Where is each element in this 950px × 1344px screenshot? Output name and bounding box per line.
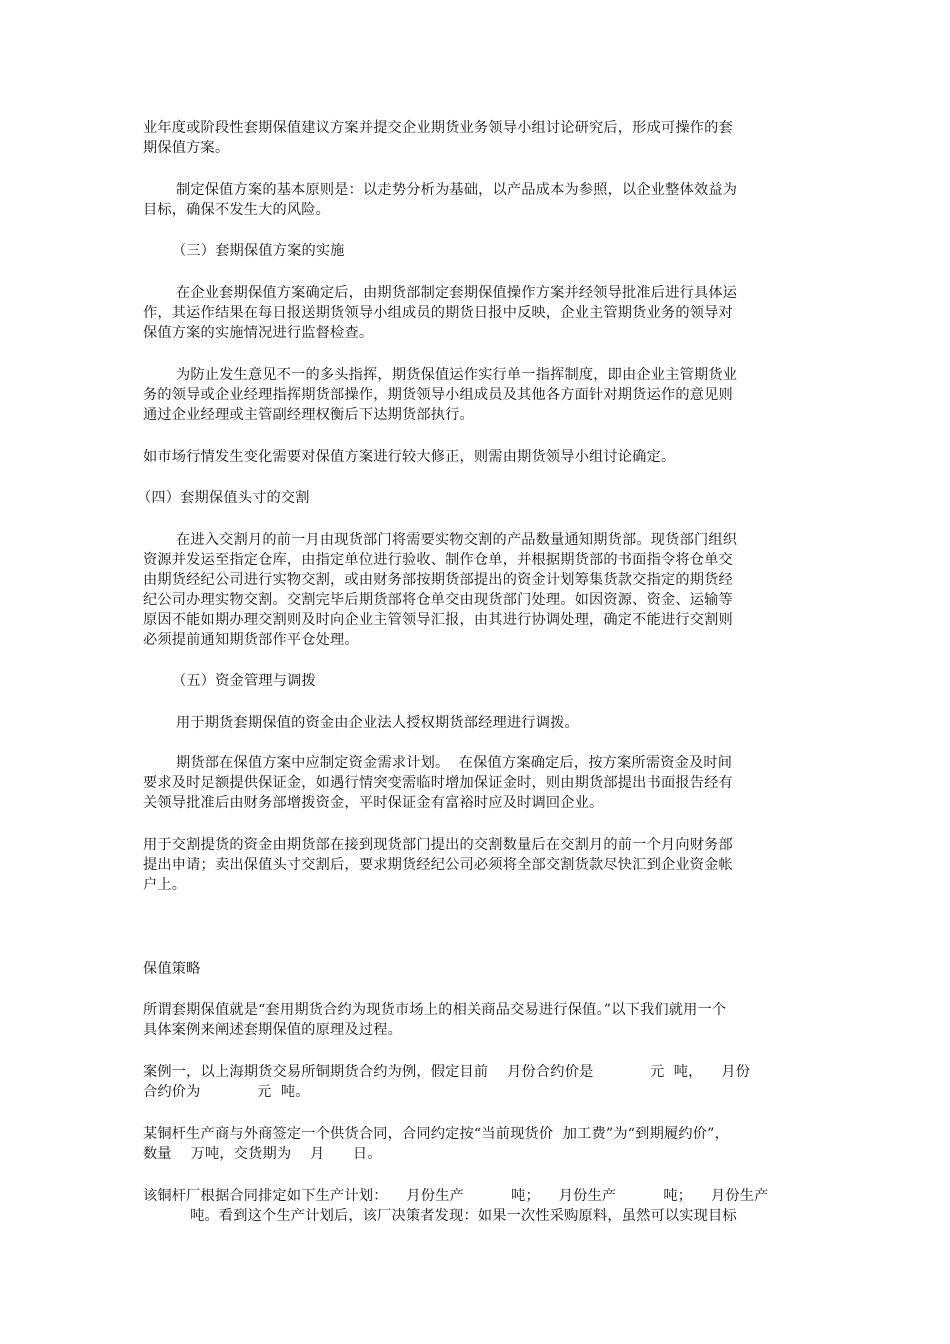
text-line: 具体案例来阐述套期保值的原理及过程。: [143, 1022, 402, 1038]
text-line: 某铜杆生产商与外商签定一个供货合同，合同约定按“当前现货价 加工费”为“到期履约价”，: [143, 1126, 729, 1142]
text-line: 提出申请；卖出保值头寸交割后，要求期货经纪公司必须将全部交割货款尽快汇到企业资金帐: [143, 857, 733, 873]
text-line: 通过企业经理或主管副经理权衡后下达期货部执行。: [143, 407, 474, 423]
text-line: 期保值方案。: [143, 140, 230, 156]
text-line: 制定保值方案的基本原则是：以走势分析为基础，以产品成本为参照，以企业整体效益为: [176, 182, 738, 198]
text-line: 用于交割提货的资金由期货部在接到现货部门提出的交割数量后在交割月的前一个月向财务部: [143, 837, 733, 853]
text-line: 案例一，以上海期货交易所铜期货合约为例，假定目前 月份合约价是 元 吨， 月份: [143, 1064, 751, 1080]
text-line: 用于期货套期保值的资金由企业法人授权期货部经理进行调拨。: [176, 715, 579, 731]
section-heading: （四）套期保值头寸的交割: [137, 490, 310, 506]
section-heading: （五）资金管理与调拨: [172, 673, 316, 689]
section-heading: （三）套期保值方案的实施: [172, 243, 345, 259]
text-line: 数量 万吨，交货期为 月 日。: [143, 1146, 382, 1162]
text-line: 在进入交割月的前一月由现货部门将需要实物交割的产品数量通知期货部。现货部门组织: [176, 532, 738, 548]
text-line: 期货部在保值方案中应制定资金需求计划。 在保值方案确定后，按方案所需资金及时间: [176, 755, 733, 771]
text-line: 务的领导或企业经理指挥期货部操作，期货领导小组成员及其他各方面针对期货运作的意见则: [143, 387, 733, 403]
text-line: 原因不能如期办理交割则及时向企业主管领导汇报，由其进行协调处理，确定不能进行交割则: [143, 612, 733, 628]
text-line: 关领导批准后由财务部增拨资金，平时保证金有富裕时应及时调回企业。: [143, 795, 604, 811]
text-line: 吨。看到这个生产计划后，该厂决策者发现：如果一次性采购原料，虽然可以实现目标: [143, 1208, 737, 1224]
text-line: 要求及时足额提供保证金，如遇行情突变需临时增加保证金时，则由期货部提出书面报告经有: [143, 775, 733, 791]
text-line: 保值方案的实施情况进行监督检查。: [143, 325, 374, 341]
text-line: 该铜杆厂根据合同排定如下生产计划： 月份生产 吨； 月份生产 吨； 月份生产: [143, 1188, 769, 1204]
text-line: 为防止发生意见不一的多头指挥，期货保值运作实行单一指挥制度，即由企业主管期货业: [176, 367, 738, 383]
text-line: 业年度或阶段性套期保值建议方案并提交企业期货业务领导小组讨论研究后，形成可操作的套: [143, 120, 733, 136]
text-line: 户上。: [143, 877, 187, 893]
text-line: 必须提前通知期货部作平仓处理。: [143, 632, 359, 648]
text-line: 如市场行情发生变化需要对保值方案进行较大修正，则需由期货领导小组讨论确定。: [143, 449, 676, 465]
text-line: 由期货经纪公司进行实物交割，或由财务部按期货部提出的资金计划筹集货款交指定的期货经: [143, 572, 733, 588]
text-line: 目标，确保不发生大的风险。: [143, 202, 331, 218]
text-line: 在企业套期保值方案确定后，由期货部制定套期保值操作方案并经领导批准后进行具体运: [176, 285, 738, 301]
section-heading: 保值策略: [143, 961, 201, 977]
text-line: 合约价为 元 吨。: [143, 1084, 310, 1100]
text-line: 所谓套期保值就是“套用期货合约为现货市场上的相关商品交易进行保值。”以下我们就用一个: [143, 1002, 727, 1018]
text-line: 作，其运作结果在每日报送期货领导小组成员的期货日报中反映，企业主管期货业务的领导对: [143, 305, 733, 321]
text-line: 纪公司办理实物交割。交割完毕后期货部将仓单交由现货部门处理。如因资源、资金、运输等: [143, 592, 733, 608]
text-line: 资源并发运至指定仓库，由指定单位进行验收、制作仓单，并根据期货部的书面指令将仓单交: [143, 552, 733, 568]
